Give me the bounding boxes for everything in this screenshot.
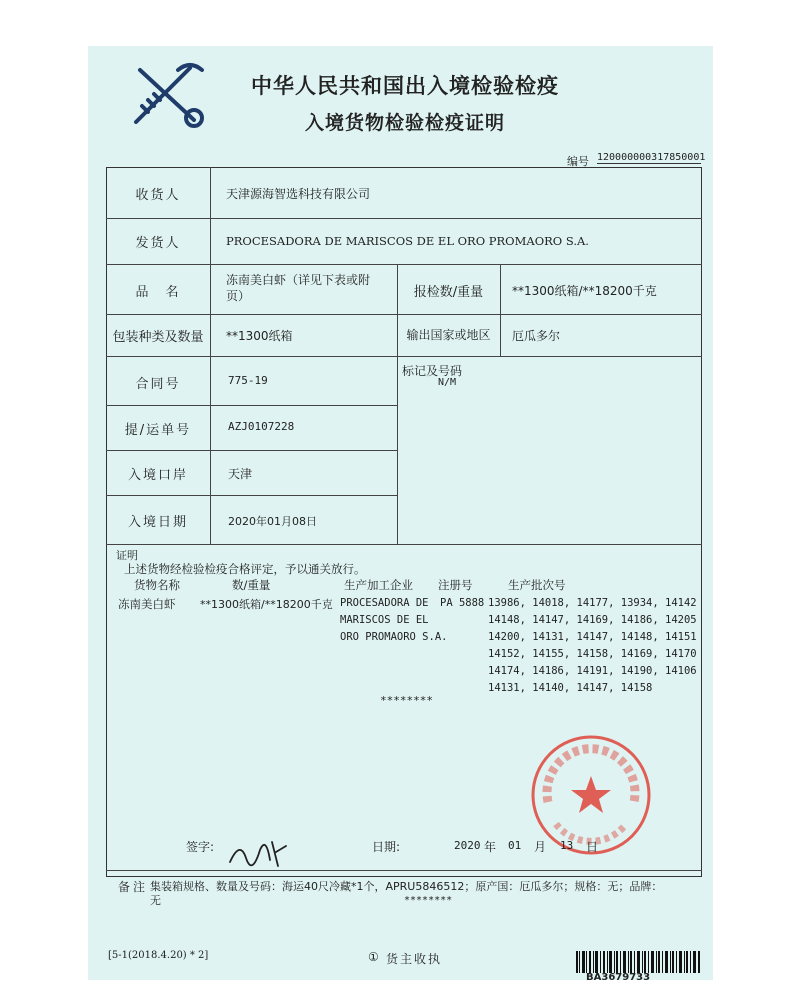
- row-divider: [106, 495, 397, 496]
- row-divider: [106, 218, 702, 219]
- qty-value: **1300纸箱/**18200千克: [200, 598, 333, 611]
- consignee-value: 天津源海智选科技有限公司: [226, 187, 371, 201]
- col-goods-header: 货物名称: [134, 578, 180, 592]
- port-value: 天津: [228, 467, 253, 481]
- number-label: 编号: [567, 155, 589, 168]
- remarks-label: 备注: [118, 880, 149, 894]
- column-divider: [210, 167, 211, 544]
- row-divider: [106, 314, 702, 315]
- batch-line-6: 14131, 14140, 14147, 14158: [488, 682, 653, 694]
- producer-line-1: PROCESADORA DE: [340, 597, 429, 609]
- row-divider: [106, 450, 397, 451]
- row-divider: [106, 264, 702, 265]
- certificate-heading: 证明: [116, 549, 138, 562]
- marks-value: N/M: [438, 377, 457, 388]
- packing-label: 包装种类及数量: [112, 330, 204, 345]
- sign-day: 13: [560, 839, 574, 852]
- column-divider: [500, 264, 501, 356]
- sign-month: 01: [508, 839, 522, 852]
- form-code: [5-1(2018.4.20) * 2]: [108, 950, 209, 961]
- origin-label: 输出国家或地区: [406, 328, 491, 342]
- packing-value: **1300纸箱: [226, 329, 293, 343]
- sign-label: 签字:: [186, 840, 215, 854]
- remarks-end-mark: ********: [404, 895, 453, 906]
- product-value: 冻南美白虾（详见下表或附页）: [226, 273, 371, 303]
- copy-marker: ①: [368, 950, 379, 964]
- origin-value: 厄瓜多尔: [512, 329, 561, 343]
- goods-value: 冻南美白虾: [118, 597, 176, 611]
- port-label: 入境口岸: [127, 468, 188, 483]
- sign-year-char: 年: [484, 840, 497, 854]
- consignor-value: PROCESADORA DE MARISCOS DE EL ORO PROMAORO S.A.: [226, 234, 589, 248]
- remarks-text-line-1: 集装箱规格、数量及号码：海运40尺冷藏*1个，APRU5846512；原产国：厄瓜多尔；规格：无；品牌：: [150, 880, 663, 893]
- col-reg-header: 注册号: [438, 578, 473, 592]
- entry-date-value: 2020年01月08日: [228, 515, 317, 528]
- row-divider: [106, 544, 702, 545]
- entry-date-label: 入境日期: [127, 515, 188, 530]
- product-label: 品 名: [135, 285, 181, 300]
- copy-label: 货主收执: [386, 952, 443, 966]
- producer-line-3: ORO PROMAORO S.A.: [340, 631, 448, 643]
- remarks-text-line-2: 无: [150, 894, 161, 907]
- contract-value: 775-19: [228, 374, 268, 387]
- col-producer-header: 生产加工企业: [344, 578, 413, 592]
- barcode-text: BA3679733: [586, 972, 651, 983]
- row-divider: [106, 870, 702, 871]
- number-value: 120000000317850001: [597, 152, 706, 163]
- quantity-label: 报检数/重量: [413, 285, 484, 300]
- col-qty-header: 数/重量: [232, 578, 271, 592]
- sign-year: 2020: [454, 839, 481, 852]
- barcode: [576, 951, 700, 973]
- document-subtitle: 入境货物检验检疫证明: [304, 112, 505, 134]
- batch-line-2: 14148, 14147, 14169, 14186, 14205: [488, 614, 697, 626]
- row-divider: [106, 356, 702, 357]
- column-divider: [397, 264, 398, 544]
- sign-day-char: 日: [586, 840, 599, 854]
- col-batch-header: 生产批次号: [508, 578, 566, 592]
- contract-label: 合同号: [135, 377, 181, 392]
- bl-value: AZJ0107228: [228, 420, 295, 433]
- document-title: 中华人民共和国出入境检验检疫: [251, 74, 559, 98]
- row-divider: [106, 405, 397, 406]
- batch-line-4: 14152, 14155, 14158, 14169, 14170: [488, 648, 697, 660]
- batch-line-1: 13986, 14018, 14177, 13934, 14142: [488, 597, 697, 609]
- reg-value: PA 5888: [440, 597, 485, 609]
- batch-line-5: 14174, 14186, 14191, 14190, 14106: [488, 665, 697, 677]
- batch-line-3: 14200, 14131, 14147, 14148, 14151: [488, 631, 697, 643]
- consignee-label: 收货人: [135, 188, 181, 203]
- bl-label: 提/运单号: [124, 423, 192, 438]
- consignor-label: 发货人: [135, 236, 181, 251]
- sign-month-char: 月: [534, 840, 547, 854]
- sign-date-label: 日期:: [372, 840, 401, 854]
- certificate-statement: 上述货物经检验检疫合格评定，予以通关放行。: [124, 562, 366, 576]
- handwritten-signature: [226, 832, 290, 870]
- producer-line-2: MARISCOS DE EL: [340, 614, 429, 626]
- quantity-value: **1300纸箱/**18200千克: [512, 284, 657, 298]
- certificate-end-mark: ********: [380, 694, 433, 707]
- marks-label: 标记及号码: [402, 364, 463, 378]
